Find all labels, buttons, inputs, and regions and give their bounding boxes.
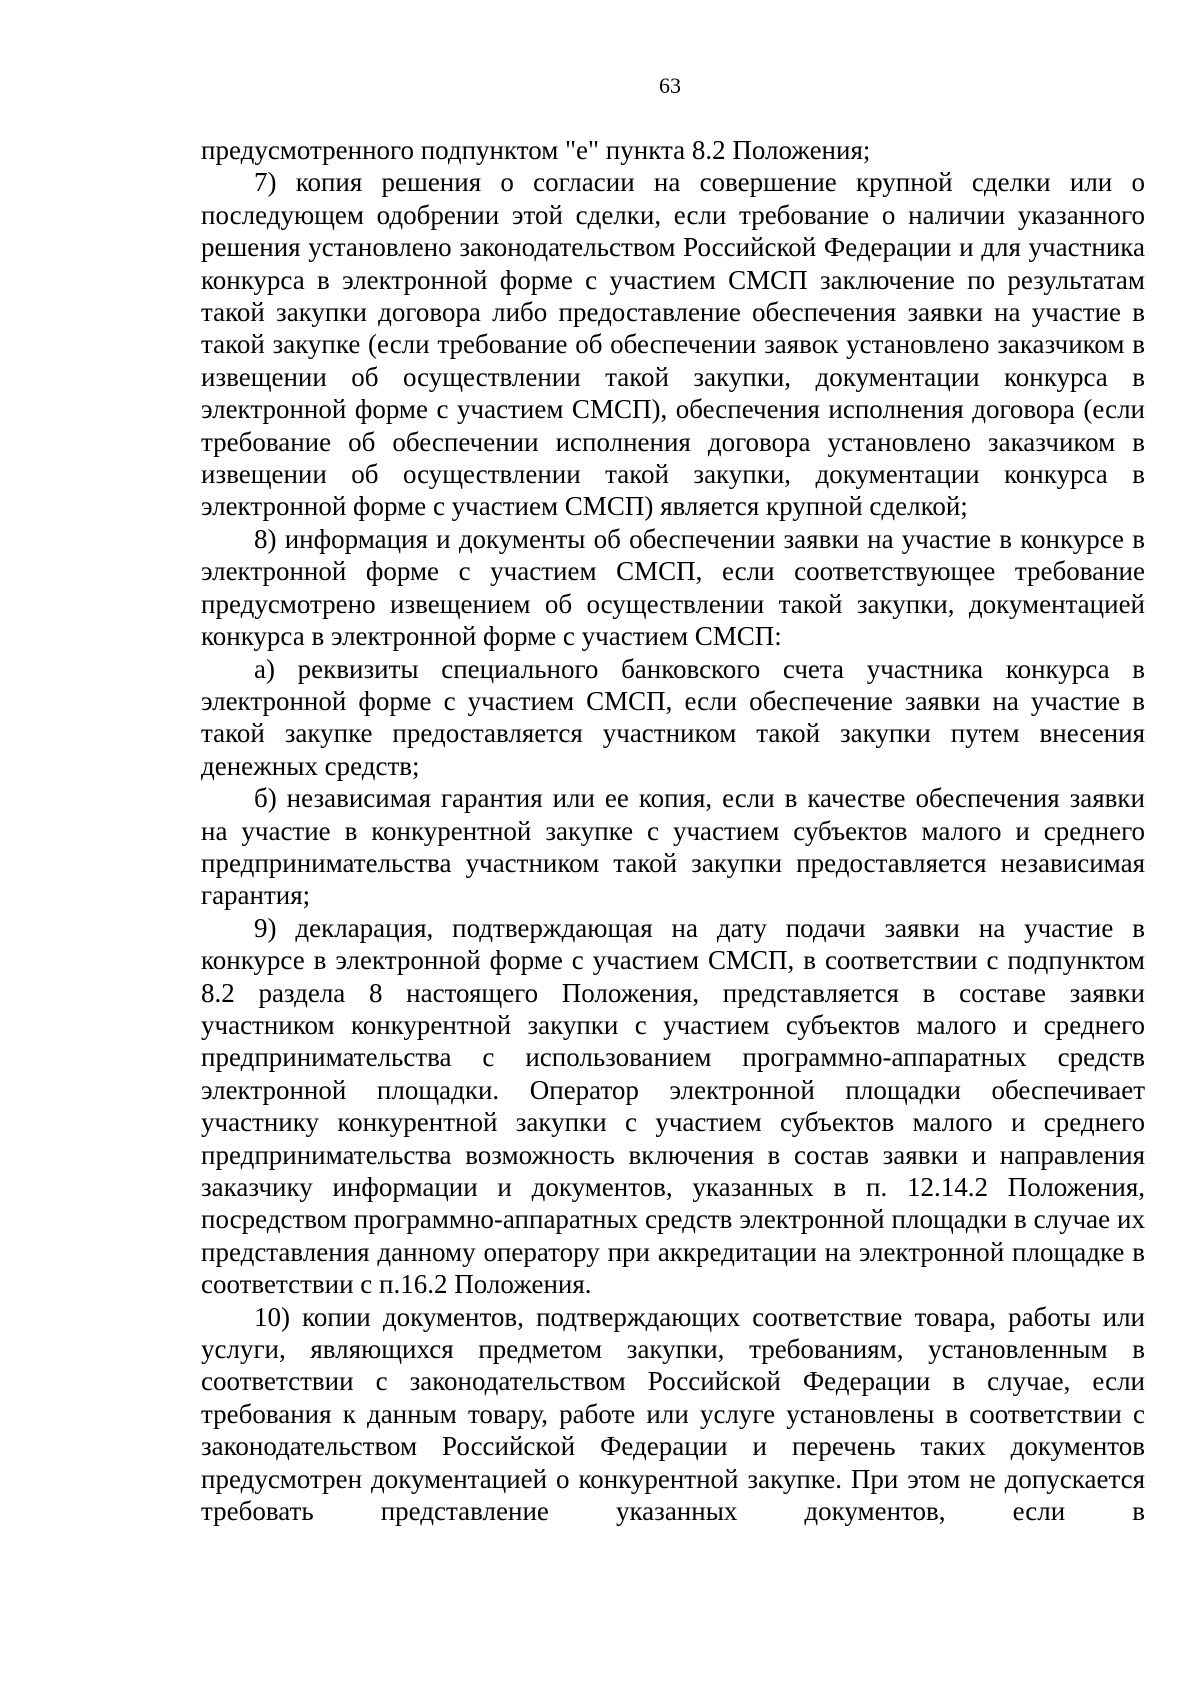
document-body xyxy=(201,134,1145,1527)
paragraph-subitem-a: а) реквизиты специального банковского счета участника конкурса в электронной форме с участием СМСП, если обеспечение заявки на участие в такой закупке предоставляется участником такой закупки путем внесения денежных средств; xyxy=(201,653,1145,781)
paragraph-item-9: 9) декларация, подтверждающая на дату подачи заявки на участие в конкурсе в электронной форме с участием СМСП, в соответствии с подпунктом 8.2 раздела 8 настоящего Положения, представляется в составе заявки участником конкурентной закупки с участием субъектов малого и среднего предпринимательства с использованием программно-аппаратных средств электронной площадки. Оператор электронной площадки обеспечивает участнику конкурентной закупки с участием субъектов малого и среднего предпринимательства возможность включения в состав заявки и направления заказчику информации и документов, указанных в п. 12.14.2 Положения, посредством программно-аппаратных средств электронной площадки в случае их представления данному оператору при аккредитации на электронной площадке в соответствии с п.16.2 Положения. xyxy=(201,912,1145,1300)
paragraph-item-8: 8) информация и документы об обеспечении заявки на участие в конкурсе в электронной форме с участием СМСП, если соответствующее требование предусмотрено извещением об осуществлении такой закупки, документацией конкурса в электронной форме с участием СМСП: xyxy=(201,523,1145,652)
paragraph-continuation: предусмотренного подпунктом "е" пункта 8.2 Положения; xyxy=(201,135,871,165)
paragraph-item-7: 7) копия решения о согласии на совершение крупной сделки или о последующем одобрении этой сделки, если требование о наличии указанного решения установлено законодательством Российской Федерации и для участника конкурса в электронной форме с участием СМСП заключение по результатам такой закупки договора либо предоставление обеспечения заявки на участие в такой закупке (если требование об обеспечении заявок установлено заказчиком в извещении об осуществлении такой закупки, документации конкурса в электронной форме с участием СМСП), обеспечения исполнения договора (если требование об обеспечении исполнения договора установлено заказчиком в извещении об осуществлении такой закупки, документации конкурса в электронной форме с участием СМСП) является крупной сделкой; xyxy=(201,167,1145,522)
paragraph-subitem-b: б) независимая гарантия или ее копия, если в качестве обеспечения заявки на участие в конкурентной закупке с участием субъектов малого и среднего предпринимательства участником такой закупки предоставляется независимая гарантия; xyxy=(201,783,1145,911)
page-number: 63 xyxy=(659,73,681,98)
paragraph-item-10: 10) копии документов, подтверждающих соответствие товара, работы или услуги, являющихся предметом закупки, требованиям, установленным в соответствии с законодательством Российской Федерации в случае, если требования к данным товару, работе или услуге установлены в соответствии с законодательством Российской Федерации и перечень таких документов предусмотрен документацией о конкурентной закупке. При этом не допускается требовать представление указанных документов, если в xyxy=(201,1301,1145,1527)
